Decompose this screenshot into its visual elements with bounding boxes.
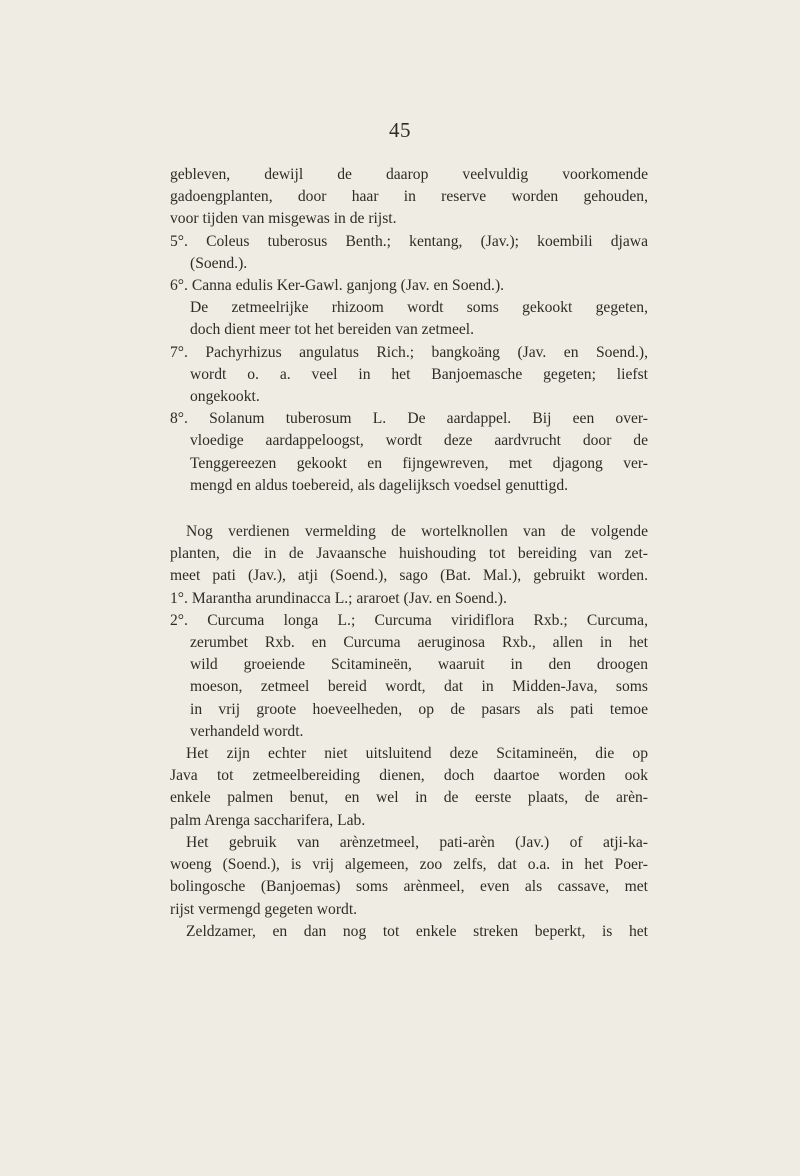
- text-line: planten, die in de Javaansche huishouding tot bereiding van zet-: [170, 545, 648, 563]
- text-line: Het zijn echter niet uitsluitend deze Scitamineën, die op: [186, 745, 648, 763]
- text-line: (Soend.).: [190, 254, 248, 272]
- text-line: Zeldzamer, en dan nog tot enkele streken beperkt, is het: [186, 922, 648, 940]
- text-line: gebleven, dewijl de daarop veelvuldig voorkomende: [170, 166, 648, 183]
- text-line: Nog verdienen vermelding de wortelknollen van de volgende: [186, 523, 648, 541]
- text-line: bolingosche (Banjoemas) soms arènmeel, even als cassave, met: [170, 878, 648, 896]
- text-line: gadoengplanten, door haar in reserve worden gehouden,: [170, 188, 648, 206]
- text-line: woeng (Soend.), is vrij algemeen, zoo zelfs, dat o.a. in het Poer-: [170, 856, 648, 874]
- text-line: in vrij groote hoeveelheden, op de pasars als pati temoe: [190, 700, 648, 718]
- text-line: 1°. Marantha arundinacca L.; araroet (Jav. en Soend.).: [170, 589, 507, 607]
- paragraph-gap: [170, 497, 648, 521]
- text-line: 2°. Curcuma longa L.; Curcuma viridiflora Rxb.; Curcuma,: [170, 611, 648, 629]
- text-line: wild groeiende Scitamineën, waaruit in den droogen: [190, 656, 648, 674]
- text-line: 7°. Pachyrhizus angulatus Rich.; bangkoäng (Jav. en Soend.),: [170, 343, 648, 361]
- text-line: vloedige aardappeloogst, wordt deze aardvrucht door de: [190, 432, 648, 450]
- text-line: Java tot zetmeelbereiding dienen, doch daartoe worden ook: [170, 767, 648, 785]
- page-number: 45: [389, 118, 411, 142]
- text-line: Het gebruik van arènzetmeel, pati-arèn (Jav.) of atji-ka-: [186, 833, 648, 851]
- text-line: 6°. Canna edulis Ker-Gawl. ganjong (Jav. en Soend.).: [170, 277, 505, 295]
- text-line: palm Arenga saccharifera, Lab.: [170, 811, 366, 829]
- text-line: zerumbet Rxb. en Curcuma aeruginosa Rxb., allen in het: [190, 634, 648, 652]
- body-text: [170, 164, 648, 943]
- text-line: rijst vermengd gegeten wordt.: [170, 900, 358, 918]
- text-line: voor tijden van misgewas in de rijst.: [170, 210, 397, 228]
- text-line: moeson, zetmeel bereid wordt, dat in Midden-Java, soms: [190, 678, 648, 696]
- text-line: De zetmeelrijke rhizoom wordt soms gekookt gegeten,: [190, 299, 648, 317]
- text-line: ongekookt.: [190, 388, 260, 406]
- text-line: mengd en aldus toebereid, als dagelijksch voedsel genuttigd.: [190, 476, 569, 494]
- text-line: doch dient meer tot het bereiden van zetmeel.: [190, 321, 475, 339]
- text-line: wordt o. a. veel in het Banjoemasche gegeten; liefst: [190, 365, 648, 383]
- text-line: Tenggereezen gekookt en fijngewreven, met djagong ver-: [190, 454, 648, 472]
- text-line: 8°. Solanum tuberosum L. De aardappel. Bij een over-: [170, 410, 648, 428]
- text-line: 5°. Coleus tuberosus Benth.; kentang, (Jav.); koembili djawa: [170, 232, 648, 250]
- text-line: enkele palmen benut, en wel in de eerste plaats, de arèn-: [170, 789, 648, 807]
- text-line: meet pati (Jav.), atji (Soend.), sago (Bat. Mal.), gebruikt worden.: [170, 567, 648, 585]
- text-line: verhandeld wordt.: [190, 722, 304, 740]
